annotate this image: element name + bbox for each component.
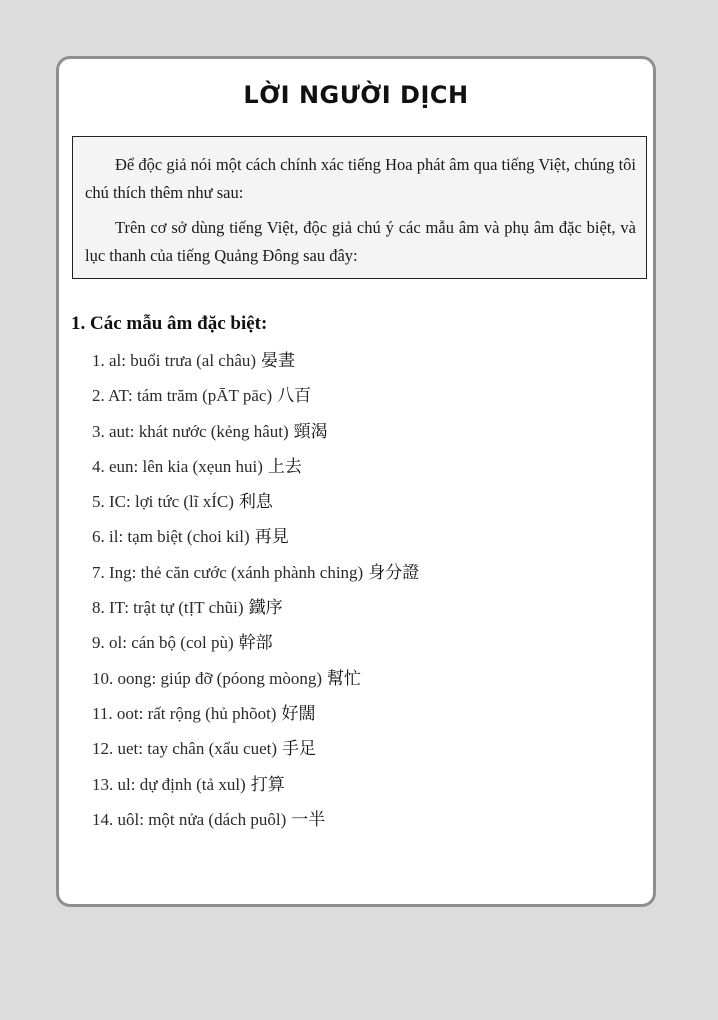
item-hanzi: 幫忙 — [326, 668, 361, 689]
item-hanzi: 再見 — [254, 527, 289, 548]
page-card — [56, 56, 656, 907]
item-hanzi: 身分證 — [368, 562, 420, 583]
list-item — [92, 452, 419, 487]
list-item — [92, 417, 419, 452]
intro-paragraph: Để độc giả nói một cách chính xác tiếng Hoa phát âm qua tiếng Việt, chúng tôi chú thích thêm như sau: — [85, 155, 636, 202]
list-item — [92, 381, 419, 416]
list-item — [92, 593, 419, 628]
item-text: 4. eun: lên kia (xẹun hui) — [92, 456, 263, 476]
list-item — [92, 487, 419, 522]
list-item — [92, 558, 419, 593]
item-hanzi: 一半 — [291, 809, 326, 830]
list-item — [92, 664, 419, 699]
list-item — [92, 522, 419, 557]
item-text: 6. il: tạm biệt (choi kil) — [92, 527, 250, 547]
item-text: 10. oong: giúp đỡ (póong mòong) — [92, 668, 322, 688]
list-item — [92, 699, 419, 734]
intro-paragraph: Trên cơ sở dùng tiếng Việt, độc giả chú ý các mẫu âm và phụ âm đặc biệt, và lục thanh của tiếng Quảng Đông sau đây: — [85, 218, 636, 265]
item-text: 2. AT: tám trăm (pĀT pāc) — [92, 386, 273, 406]
item-text: 11. oot: rất rộng (hủ phõot) — [92, 703, 277, 723]
item-hanzi: 手足 — [282, 739, 317, 760]
vowel-list — [92, 346, 419, 840]
section-heading: 1. Các mẫu âm đặc biệt: — [71, 313, 268, 334]
item-text: 14. uôl: một nửa (dách puôl) — [92, 809, 287, 829]
item-hanzi: 晏晝 — [261, 351, 296, 371]
item-text: 9. ol: cán bộ (col pù) — [92, 633, 234, 653]
list-item — [92, 770, 419, 805]
item-text: 5. IC: lợi tức (lĩ xÍC) — [92, 492, 234, 512]
item-text: 3. aut: khát nước (kẻng hâut) — [92, 421, 289, 441]
item-hanzi: 八百 — [277, 386, 312, 407]
item-text: 7. Ing: thẻ căn cước (xánh phành ching) — [92, 562, 364, 582]
item-hanzi: 幹部 — [238, 633, 273, 654]
item-text: 8. IT: trật tự (tỊT chũi) — [92, 598, 244, 618]
list-item — [92, 805, 419, 840]
item-text: 1. al: buổi trưa (al châu) — [92, 351, 257, 370]
list-item — [92, 628, 419, 663]
list-item — [92, 346, 419, 381]
item-hanzi: 好闊 — [281, 703, 316, 724]
item-hanzi: 利息 — [238, 492, 273, 513]
item-hanzi: 上去 — [267, 456, 302, 477]
item-hanzi: 頸渴 — [293, 421, 328, 442]
page-title: LỜI NGƯỜI DỊCH — [243, 81, 469, 109]
intro-box — [72, 136, 647, 279]
item-hanzi: 鐵序 — [248, 598, 283, 619]
item-text: 13. ul: dự định (tả xul) — [92, 774, 246, 794]
list-item — [92, 734, 419, 769]
item-hanzi: 打算 — [250, 774, 285, 795]
item-text: 12. uet: tay chân (xẩu cuet) — [92, 739, 278, 759]
